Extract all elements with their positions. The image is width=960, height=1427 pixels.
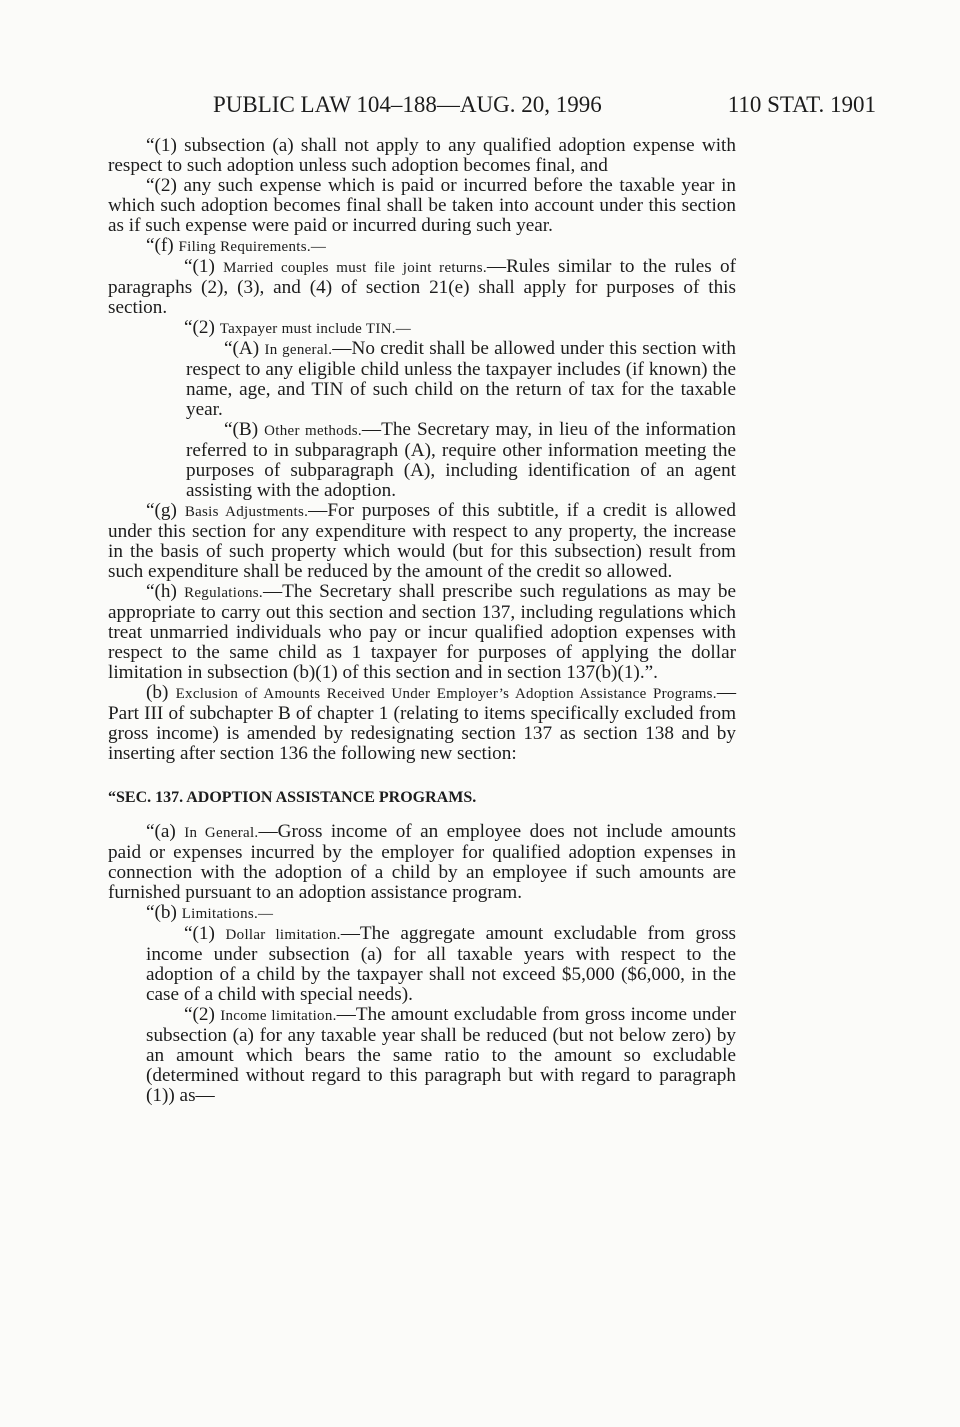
subsection-f-number: “(f)	[146, 235, 174, 256]
section-137-a-heading: In General.	[184, 825, 259, 841]
subsection-g-heading: Basis Adjustments.	[184, 504, 309, 520]
subparagraph-fA-text: —No credit shall be allowed under this section with respect to any eligible child unless the taxpayer includes (if known) the name, age, and TIN of such child on the return of tax for the taxable year.	[186, 338, 737, 420]
paragraph-f1-text: —Rules similar to the rules of paragraphs (2), (3), and (4) of section 21(e) shall apply for purposes of this section.	[108, 256, 736, 318]
subparagraph-fA-number: “(A)	[224, 338, 260, 359]
amendment-b-heading: Exclusion of Amounts Received Under Employer’s Adoption Assistance Programs.	[175, 686, 717, 702]
subparagraph-fB-text: —The Secretary may, in lieu of the information referred to in subparagraph (A), require other information meeting the purposes of subparagraph (A), including identification of an agent assisting with the adoption.	[186, 419, 737, 501]
subparagraph-fA-heading: In general.	[264, 342, 333, 358]
section-137-b2-number: “(2)	[184, 1004, 215, 1025]
subsection-h-number: “(h)	[146, 581, 177, 602]
page-number: 110 STAT. 1901	[727, 92, 876, 117]
subsection-g	[108, 501, 736, 582]
section-137-b2	[108, 1005, 736, 1106]
subparagraph-fA	[108, 339, 736, 420]
subparagraph-fB	[108, 420, 736, 501]
section-137-a-number: “(a)	[146, 821, 176, 842]
paragraph-f2	[108, 318, 736, 339]
subsection-f-heading: Filing Requirements.—	[178, 239, 327, 255]
section-137-b-number: “(b)	[146, 902, 177, 923]
subsection-h-text: —The Secretary shall prescribe such regulations as may be appropriate to carry out this section and section 137, including regulations which treat unmarried individuals who pay or incur qualified adoption expenses with respect to the same child as 1 taxpayer for purposes of applying the dollar limitation in subsection (b)(1) of this section and in section 137(b)(1).”.	[108, 581, 736, 683]
paragraph-f2-heading: Taxpayer must include TIN.—	[219, 321, 412, 337]
section-137-b1-text: —The aggregate amount excludable from gross income under subsection (a) for all taxable years with respect to the adoption of a child by the taxpayer shall not exceed $5,000 ($6,000, in the case of a child with special needs).	[146, 923, 737, 1005]
section-137-b2-text: —The amount excludable from gross income under subsection (a) for any taxable year shall be reduced (but not below zero) by an amount which bears the same ratio to the amount so excludable (determined without regard to this paragraph but with regard to paragraph (1)) as—	[146, 1004, 737, 1106]
section-137-b2-heading: Income limitation.	[220, 1008, 337, 1024]
amendment-b-number: (b)	[146, 682, 169, 703]
subsection-f	[108, 236, 736, 257]
paragraph-f2-number: “(2)	[184, 317, 215, 338]
section-137-b1	[108, 924, 736, 1005]
paragraph-f1	[108, 257, 736, 318]
paragraph-f1-number: “(1)	[184, 256, 215, 277]
subsection-h-heading: Regulations.	[184, 585, 263, 601]
subsection-h	[108, 582, 736, 683]
paragraph-2: “(2) any such expense which is paid or incurred before the taxable year in which such adoption becomes final shall be taken into account under this section as if such expense were paid or incurred during such year.	[108, 175, 736, 236]
section-137-a	[108, 822, 736, 903]
subparagraph-fB-number: “(B)	[224, 419, 259, 440]
section-137-b1-heading: Dollar limitation.	[225, 927, 341, 943]
section-title: “SEC. 137. ADOPTION ASSISTANCE PROGRAMS.	[108, 789, 477, 806]
subparagraph-fB-heading: Other methods.	[264, 423, 362, 439]
amendment-b	[108, 683, 736, 764]
header-title: PUBLIC LAW 104–188—AUG. 20, 1996	[213, 92, 602, 117]
paragraph-1: “(1) subsection (a) shall not apply to any qualified adoption expense with respect to such adoption unless such adoption becomes final, and	[108, 135, 736, 176]
section-137-b1-number: “(1)	[184, 923, 215, 944]
section-137-a-text: —Gross income of an employee does not include amounts paid or expenses incurred by the employer for qualified adoption expenses in connection with the adoption of a child by an employee if such amounts are furnished pursuant to an adoption assistance program.	[108, 821, 736, 903]
section-137-b	[108, 903, 736, 924]
paragraph-f1-heading: Married couples must file joint returns.	[223, 260, 487, 276]
subsection-g-number: “(g)	[146, 500, 177, 521]
section-137-b-heading: Limitations.—	[181, 906, 274, 922]
amendment-b-text: —Part III of subchapter B of chapter 1 (relating to items specifically excluded from gross income) is amended by redesignating section 137 as section 138 and by inserting after section 136 the following new section:	[108, 682, 737, 764]
subsection-g-text: —For purposes of this subtitle, if a credit is allowed under this section for any expenditure with respect to any property, the increase in the basis of such property which would (but for this subsection) result from such expenditure shall be reduced by the amount of the credit so allowed.	[108, 500, 736, 582]
document-body	[108, 136, 736, 1106]
